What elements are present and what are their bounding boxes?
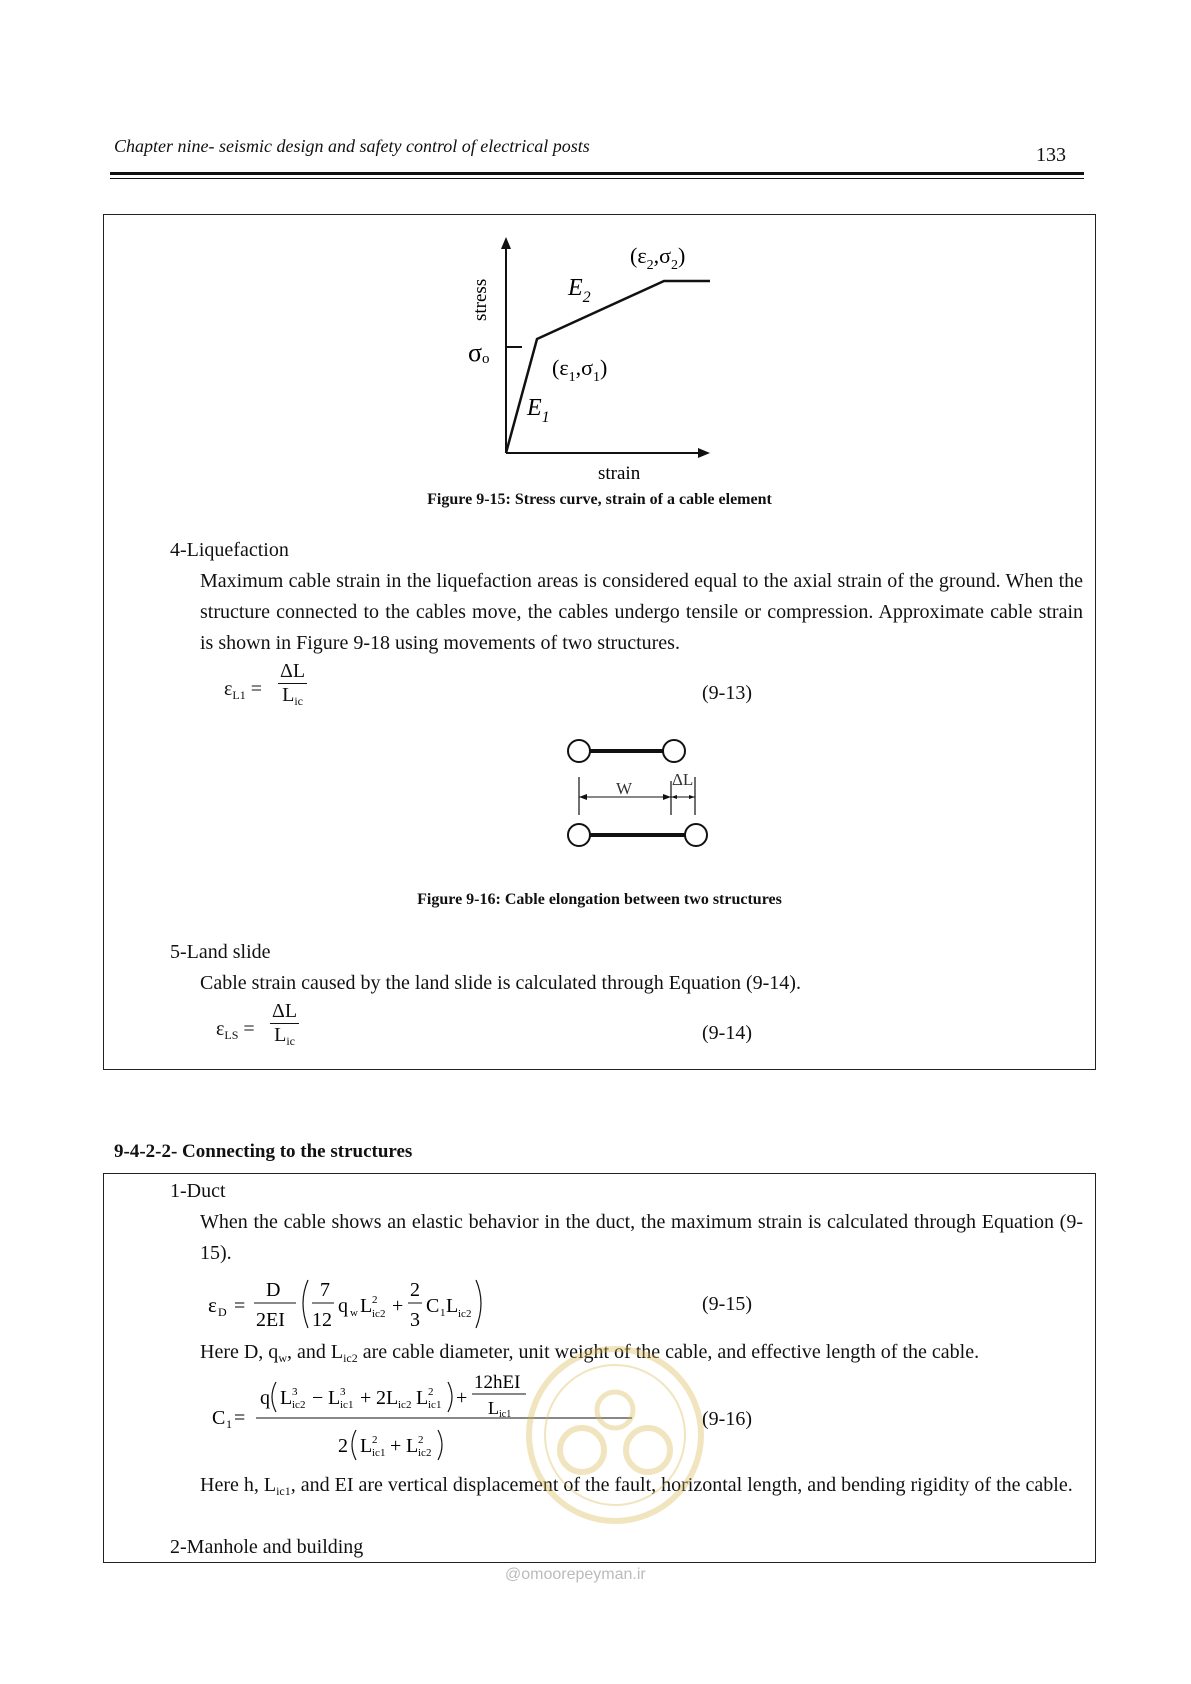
watermark-logo (500, 1340, 730, 1570)
stress-strain-figure (434, 225, 734, 485)
svg-text:L: L (416, 1387, 429, 1409)
svg-text:+: + (456, 1387, 468, 1409)
x-axis-label: strain (598, 463, 641, 484)
eq-9-15-number: (9-15) (702, 1293, 752, 1315)
svg-text:L: L (488, 1398, 499, 1418)
svg-text:L: L (360, 1435, 373, 1457)
svg-text:ic2: ic2 (458, 1308, 472, 1320)
svg-text:ic2: ic2 (372, 1308, 386, 1320)
equation-9-15 (204, 1272, 624, 1338)
svg-text:ic2: ic2 (418, 1447, 432, 1459)
svg-text:3: 3 (292, 1386, 298, 1398)
svg-text:ic1: ic1 (340, 1399, 354, 1411)
here-paragraph-2: Here h, $L_{ic1}$, and EI are vertical displacement of the fault, horizontal length, and bending rigidity of the cable. (200, 1474, 1073, 1498)
landslide-heading: 5-Land slide (170, 941, 271, 963)
svg-text:−: − (312, 1387, 324, 1409)
svg-text:L: L (446, 1295, 459, 1317)
watermark-text: @omoorepeyman.ir (505, 1566, 646, 1583)
header-rule-thin (110, 178, 1084, 179)
svg-text:+: + (390, 1435, 402, 1457)
svg-text:2: 2 (372, 1294, 378, 1306)
e1-label: $E_1$ (527, 395, 550, 426)
header-rule (110, 172, 1084, 175)
svg-text:2: 2 (372, 1434, 378, 1446)
eq13-fraction: ΔL $L_{ic}$ (280, 660, 306, 708)
svg-text:+: + (360, 1387, 372, 1409)
svg-text:D: D (266, 1279, 281, 1301)
liquefaction-heading: 4-Liquefaction (170, 539, 289, 561)
sigma0-label: σo (468, 338, 490, 367)
svg-text:w: w (350, 1307, 358, 1319)
duct-paragraph: When the cable shows an elastic behavior in the duct, the maximum strain is calculated through Equation (9-15). (200, 1211, 1083, 1264)
svg-text:7: 7 (320, 1279, 330, 1301)
svg-text:=: = (234, 1407, 246, 1429)
svg-text:L: L (360, 1295, 373, 1317)
svg-text:2: 2 (428, 1386, 434, 1398)
manhole-heading: 2-Manhole and building (170, 1536, 364, 1558)
liquefaction-paragraph: Maximum cable strain in the liquefaction areas is considered equal to the axial strain of the ground. When the structure connected to the cables move, the cables undergo tensile or compression. Approximate cable strain is shown in Figure 9-18 using movements of two structures. (200, 570, 1083, 654)
point1-label: $(\varepsilon_1,\sigma_1)$ (552, 355, 608, 385)
eq-9-14-number: (9-14) (702, 1022, 752, 1044)
svg-text:D: D (218, 1305, 227, 1319)
figure-9-15-caption: Figure 9-15: Stress curve, strain of a cable element (427, 491, 772, 508)
svg-text:L: L (280, 1387, 293, 1409)
svg-text:L: L (406, 1435, 419, 1457)
cable-elongation-figure (554, 735, 714, 855)
svg-text:1: 1 (226, 1417, 232, 1431)
svg-text:2: 2 (338, 1435, 348, 1457)
point2-label: $(\varepsilon_2,\sigma_2)$ (630, 243, 686, 273)
eq14-fraction: ΔL $L_{ic}$ (272, 1000, 298, 1048)
stress-curve (506, 281, 710, 453)
content-box-1 (103, 214, 1096, 1070)
svg-text:12: 12 (312, 1309, 332, 1331)
svg-text:ic2: ic2 (398, 1399, 412, 1411)
delta-l-label: ΔL (672, 770, 694, 789)
svg-text:C: C (426, 1295, 440, 1317)
x-axis-arrow (698, 448, 710, 458)
section-title: 9-4-2-2- Connecting to the structures (114, 1141, 413, 1162)
svg-text:3: 3 (410, 1309, 420, 1331)
svg-text:2EI: 2EI (256, 1309, 285, 1331)
svg-text:2L: 2L (376, 1387, 399, 1409)
svg-text:+: + (392, 1295, 404, 1317)
svg-text:C: C (212, 1407, 226, 1429)
svg-text:ic2: ic2 (292, 1399, 306, 1411)
figure-9-16-caption: Figure 9-16: Cable elongation between two structures (417, 891, 782, 908)
svg-text:q: q (260, 1387, 270, 1409)
svg-text:q: q (338, 1295, 348, 1317)
svg-text:ic1: ic1 (372, 1447, 386, 1459)
svg-text:1: 1 (440, 1307, 446, 1319)
svg-text:2: 2 (410, 1279, 420, 1301)
duct-heading: 1-Duct (170, 1180, 226, 1202)
svg-text:12hEI: 12hEI (474, 1372, 521, 1393)
running-header-title: Chapter nine- seismic design and safety control of electrical posts (114, 136, 590, 156)
svg-text:L: L (328, 1387, 341, 1409)
landslide-paragraph: Cable strain caused by the land slide is calculated through Equation (9-14). (200, 972, 801, 994)
svg-text:ic1: ic1 (499, 1409, 512, 1420)
eq13-lhs: $\varepsilon_{L1}$ = (224, 678, 263, 702)
svg-text:2: 2 (418, 1434, 424, 1446)
svg-text:ε: ε (208, 1293, 217, 1317)
e2-label: $E_2$ (568, 275, 591, 306)
y-axis-arrow (501, 237, 511, 249)
here-paragraph-1: Here D, $q_w$, and $L_{ic2}$ are cable diameter, unit weight of the cable, and effective length of the cable. (200, 1341, 980, 1365)
eq-9-13-number: (9-13) (702, 682, 752, 704)
svg-text:=: = (234, 1295, 246, 1317)
svg-text:ic1: ic1 (428, 1399, 442, 1411)
page-number: 133 (1036, 144, 1066, 166)
eq14-lhs: $\varepsilon_{LS}$ = (216, 1018, 255, 1042)
svg-text:3: 3 (340, 1386, 346, 1398)
w-label: W (616, 779, 633, 798)
eq-9-16-number: (9-16) (702, 1408, 752, 1430)
y-axis-label: stress (470, 278, 491, 321)
